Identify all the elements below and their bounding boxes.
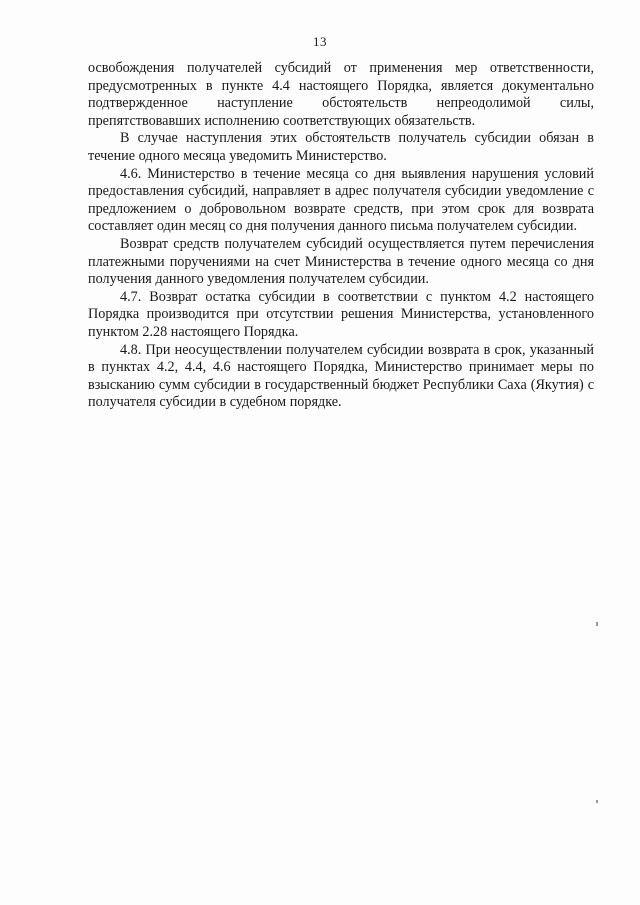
paragraph-force-majeure: освобождения получателей субсидий от применения мер ответственности, предусмотренных в пункте 4.4 настоящего Порядка, является документально подтвержденное наступление обстоятельств непреодолимой силы, препятствовавших исполнению соответствующих обязательств.: [88, 60, 594, 129]
document-body: [88, 60, 594, 412]
scan-artifact-mark: [596, 622, 598, 626]
page-number: 13: [313, 34, 327, 49]
paragraph-4-8: 4.8. При неосуществлении получателем субсидии возврата в срок, указанный в пунктах 4.2, 4.4, 4.6 настоящего Порядка, Министерство принимает меры по взысканию сумм субсидии в государственный бюджет Республики Саха (Якутия) с получателя субсидии в судебном порядке.: [88, 341, 594, 411]
paragraph-4-6: 4.6. Министерство в течение месяца со дня выявления нарушения условий предоставления субсидий, направляет в адрес получателя субсидии уведомление с предложением о добровольном возврате средств, при этом срок для возврата составляет один месяц со дня получения данного письма получателем субсидии.: [88, 165, 594, 235]
paragraph-refund-procedure: Возврат средств получателем субсидий осуществляется путем перечисления платежными поручениями на счет Министерства в течение одного месяца со дня получения данного уведомления получателем субсидии.: [88, 235, 594, 288]
paragraph-notification-obligation: В случае наступления этих обстоятельств получатель субсидии обязан в течение одного месяца уведомить Министерство.: [88, 130, 594, 164]
paragraph-4-7: 4.7. Возврат остатка субсидии в соответствии с пунктом 4.2 настоящего Порядка производится при отсутствии решения Министерства, установленного пунктом 2.28 настоящего Порядка.: [88, 288, 594, 340]
scan-artifact-mark: [596, 800, 598, 803]
